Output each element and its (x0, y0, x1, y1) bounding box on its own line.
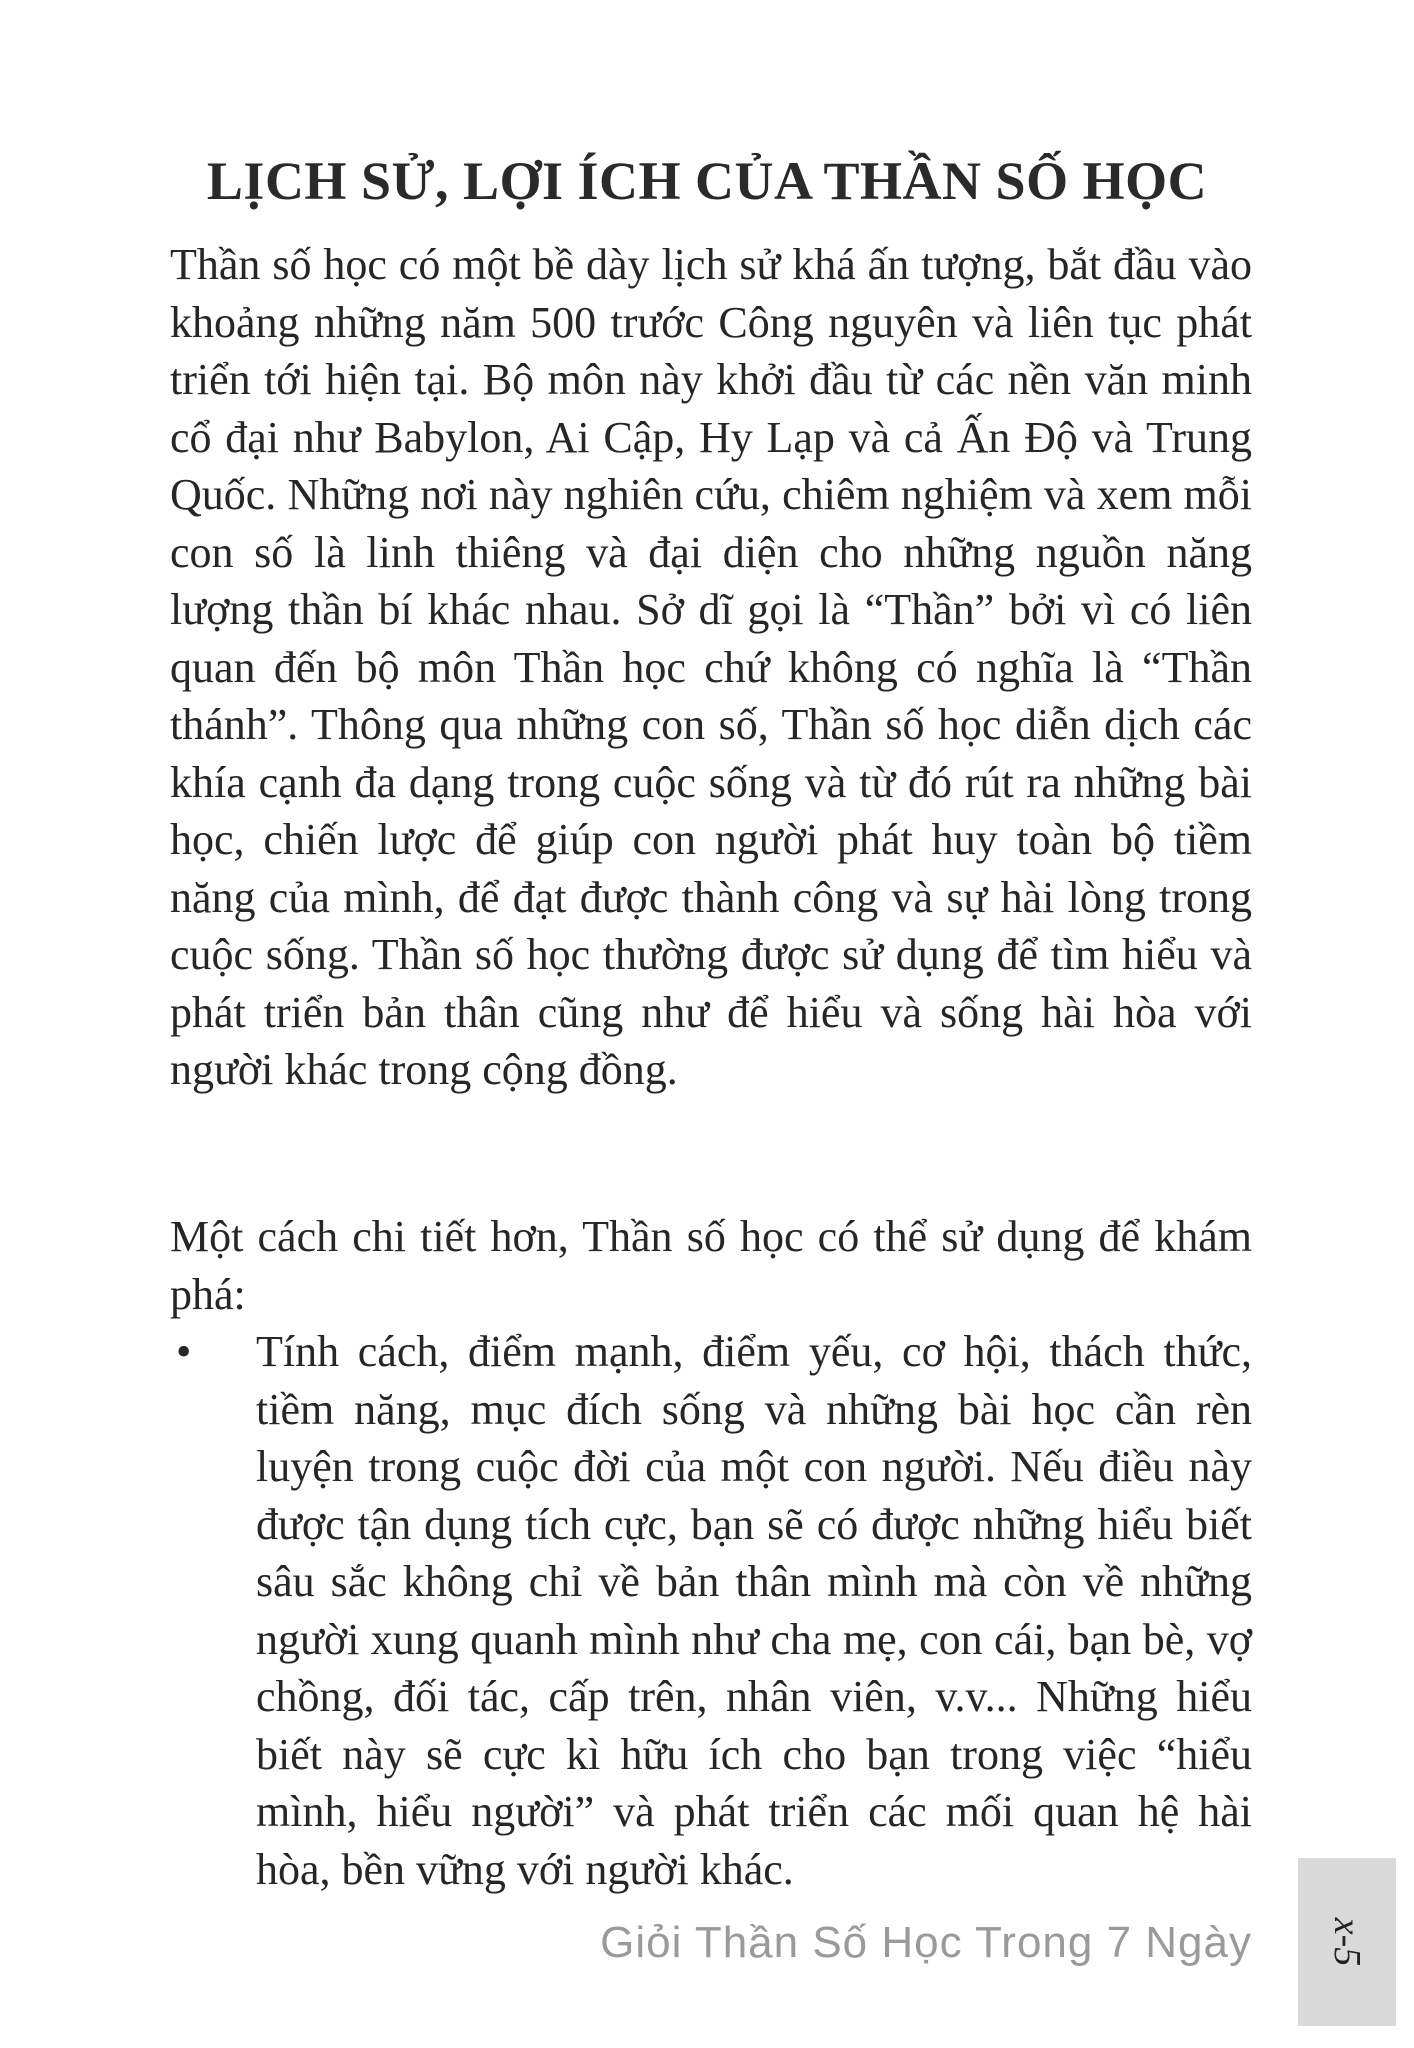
paragraph-intro-list: Một cách chi tiết hơn, Thần số học có thể sử dụng để khám phá: (170, 1212, 1252, 1319)
page-title: LỊCH SỬ, LỢI ÍCH CỦA THẦN SỐ HỌC (206, 151, 1208, 211)
page-number: x-5 (1326, 1917, 1368, 1967)
page-number-tab (1298, 1858, 1396, 2026)
bullet-list-item (170, 1323, 1252, 1898)
running-footer-book-title: Giỏi Thần Số Học Trong 7 Ngày (600, 1918, 1252, 1967)
bullet-text: Tính cách, điểm mạnh, điểm yếu, cơ hội, thách thức, tiềm năng, mục đích sống và những bài học cần rèn luyện trong cuộc đời của một con người. Nếu điều này được tận dụng tích cực, bạn sẽ có được những hiểu biết sâu sắc không chỉ về bản thân mình mà còn về những người xung quanh mình như cha mẹ, con cái, bạn bè, vợ chồng, đối tác, cấp trên, nhân viên, v.v... Những hiểu biết này sẽ cực kì hữu ích cho bạn trong việc “hiểu mình, hiểu người” và phát triển các mối quan hệ hài hòa, bền vững với người khác. (256, 1327, 1252, 1894)
bullet-marker: • (176, 1327, 192, 1376)
paragraph-history: Thần số học có một bề dày lịch sử khá ấn tượng, bắt đầu vào khoảng những năm 500 trước Công nguyên và liên tục phát triển tới hiện tại. Bộ môn này khởi đầu từ các nền văn minh cổ đại như Babylon, Ai Cập, Hy Lạp và cả Ấn Độ và Trung Quốc. Những nơi này nghiên cứu, chiêm nghiệm và xem mỗi con số là linh thiêng và đại diện cho những nguồn năng lượng thần bí khác nhau. Sở dĩ gọi là “Thần” bởi vì có liên quan đến bộ môn Thần học chứ không có nghĩa là “Thần thánh”. Thông qua những con số, Thần số học diễn dịch các khía cạnh đa dạng trong cuộc sống và từ đó rút ra những bài học, chiến lược để giúp con người phát huy toàn bộ tiềm năng của mình, để đạt được thành công và sự hài lòng trong cuộc sống. Thần số học thường được sử dụng để tìm hiểu và phát triển bản thân cũng như để hiểu và sống hài hòa với người khác trong cộng đồng. (170, 240, 1252, 1094)
